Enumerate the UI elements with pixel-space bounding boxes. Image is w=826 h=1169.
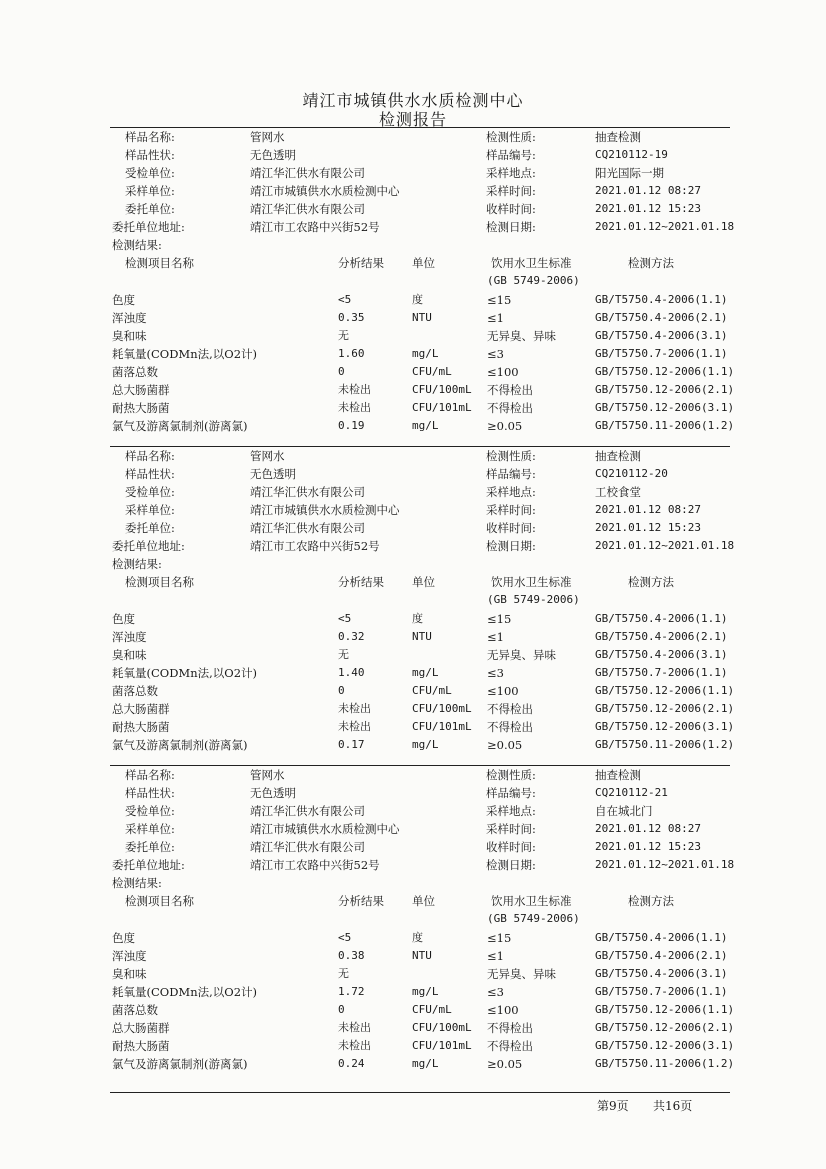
value-sample-state: 无色透明	[250, 148, 296, 162]
label-inspected-unit: 受检单位:	[125, 485, 175, 499]
col-standard-ref: (GB 5749-2006)	[487, 912, 580, 925]
item-standard: ≤3	[487, 985, 504, 999]
item-unit: mg/L	[412, 985, 439, 998]
item-result: 0	[338, 684, 345, 697]
label-sampling-time: 采样时间:	[486, 822, 536, 836]
col-item-header: 检测项目名称	[125, 575, 194, 589]
value-inspected-unit: 靖江华汇供水有限公司	[250, 485, 365, 499]
item-result: <5	[338, 931, 352, 944]
item-standard: 不得检出	[487, 383, 533, 397]
item-standard: ≥0.05	[487, 419, 523, 433]
item-standard: 无异臭、异味	[487, 967, 556, 981]
col-standard-header: 饮用水卫生标准	[491, 575, 572, 589]
item-name: 耐热大肠菌	[112, 720, 170, 734]
item-unit: CFU/101mL	[412, 401, 472, 414]
item-method: GB/T5750.7-2006(1.1)	[595, 985, 728, 998]
value-sample-name: 管网水	[250, 768, 285, 782]
item-method: GB/T5750.4-2006(3.1)	[595, 329, 728, 342]
item-unit: CFU/100mL	[412, 702, 472, 715]
section-rule	[110, 127, 730, 128]
item-result: 未检出	[338, 702, 371, 715]
item-method: GB/T5750.12-2006(3.1)	[595, 401, 735, 414]
item-result: 0.19	[338, 419, 365, 432]
label-sample-no: 样品编号:	[486, 467, 536, 481]
value-sampling-unit: 靖江市城镇供水水质检测中心	[250, 184, 400, 198]
col-unit-header: 单位	[412, 894, 435, 908]
col-result-header: 分析结果	[338, 256, 384, 270]
col-method-header: 检测方法	[628, 575, 674, 589]
item-method: GB/T5750.12-2006(1.1)	[595, 1003, 735, 1016]
footer-rule	[110, 1092, 730, 1093]
page-total: 共16页	[653, 1099, 693, 1113]
item-result: 未检出	[338, 401, 371, 414]
label-sampling-time: 采样时间:	[486, 503, 536, 517]
item-name: 总大肠菌群	[112, 702, 170, 716]
col-standard-ref: (GB 5749-2006)	[487, 274, 580, 287]
label-test-date: 检测日期:	[486, 220, 536, 234]
item-name: 色度	[112, 612, 135, 626]
label-sample-no: 样品编号:	[486, 786, 536, 800]
col-standard-header: 饮用水卫生标准	[491, 256, 572, 270]
item-name: 臭和味	[112, 967, 147, 981]
label-entrusting-address: 委托单位地址:	[112, 220, 185, 234]
label-sampling-unit: 采样单位:	[125, 503, 175, 517]
col-item-header: 检测项目名称	[125, 894, 194, 908]
label-receipt-time: 收样时间:	[486, 521, 536, 535]
item-method: GB/T5750.11-2006(1.2)	[595, 419, 735, 432]
value-entrusting-address: 靖江市工农路中兴街52号	[250, 220, 380, 234]
label-sampling-unit: 采样单位:	[125, 822, 175, 836]
item-result: 无	[338, 648, 349, 661]
label-test-date: 检测日期:	[486, 539, 536, 553]
item-name: 浑浊度	[112, 630, 147, 644]
label-entrusting-address: 委托单位地址:	[112, 858, 185, 872]
value-entrusting-unit: 靖江华汇供水有限公司	[250, 840, 365, 854]
item-standard: 不得检出	[487, 1021, 533, 1035]
item-result: 1.40	[338, 666, 365, 679]
item-method: GB/T5750.12-2006(2.1)	[595, 702, 735, 715]
value-test-nature: 抽查检测	[595, 768, 641, 782]
item-name: 臭和味	[112, 648, 147, 662]
item-standard: ≤100	[487, 365, 519, 379]
col-method-header: 检测方法	[628, 256, 674, 270]
label-receipt-time: 收样时间:	[486, 202, 536, 216]
item-name: 浑浊度	[112, 949, 147, 963]
value-sample-no: CQ210112-19	[595, 148, 668, 161]
value-test-nature: 抽查检测	[595, 130, 641, 144]
item-standard: 不得检出	[487, 401, 533, 415]
report-title: 检测报告	[378, 110, 447, 129]
value-sample-no: CQ210112-20	[595, 467, 668, 480]
value-sampling-site: 自在城北门	[595, 804, 653, 818]
label-sample-state: 样品性状:	[125, 786, 175, 800]
item-method: GB/T5750.4-2006(2.1)	[595, 311, 728, 324]
item-result: 0	[338, 365, 345, 378]
item-unit: CFU/101mL	[412, 1039, 472, 1052]
item-unit: NTU	[412, 630, 432, 643]
item-name: 耗氧量(CODMn法,以O2计)	[112, 666, 258, 680]
value-sampling-unit: 靖江市城镇供水水质检测中心	[250, 503, 400, 517]
value-test-date: 2021.01.12~2021.01.18	[595, 220, 735, 233]
value-sample-state: 无色透明	[250, 786, 296, 800]
label-sampling-unit: 采样单位:	[125, 184, 175, 198]
item-unit: CFU/100mL	[412, 383, 472, 396]
value-test-date: 2021.01.12~2021.01.18	[595, 539, 735, 552]
item-standard: 不得检出	[487, 1039, 533, 1053]
results-heading: 检测结果:	[112, 876, 162, 890]
col-unit-header: 单位	[412, 256, 435, 270]
value-inspected-unit: 靖江华汇供水有限公司	[250, 804, 365, 818]
item-result: 0	[338, 1003, 345, 1016]
label-sample-state: 样品性状:	[125, 148, 175, 162]
results-heading: 检测结果:	[112, 557, 162, 571]
item-method: GB/T5750.12-2006(2.1)	[595, 1021, 735, 1034]
item-method: GB/T5750.12-2006(2.1)	[595, 383, 735, 396]
value-sampling-site: 工校食堂	[595, 485, 641, 499]
item-result: 0.17	[338, 738, 365, 751]
item-method: GB/T5750.11-2006(1.2)	[595, 738, 735, 751]
item-name: 色度	[112, 293, 135, 307]
item-result: 未检出	[338, 1039, 371, 1052]
section-rule	[110, 765, 730, 766]
label-entrusting-unit: 委托单位:	[125, 840, 175, 854]
item-name: 臭和味	[112, 329, 147, 343]
label-test-nature: 检测性质:	[486, 130, 536, 144]
item-name: 总大肠菌群	[112, 383, 170, 397]
item-standard: ≤3	[487, 347, 504, 361]
item-result: <5	[338, 612, 352, 625]
item-result: 1.72	[338, 985, 365, 998]
col-standard-ref: (GB 5749-2006)	[487, 593, 580, 606]
item-unit: mg/L	[412, 1057, 439, 1070]
label-sample-no: 样品编号:	[486, 148, 536, 162]
value-receipt-time: 2021.01.12 15:23	[595, 521, 701, 534]
item-method: GB/T5750.11-2006(1.2)	[595, 1057, 735, 1070]
item-standard: 无异臭、异味	[487, 648, 556, 662]
item-method: GB/T5750.7-2006(1.1)	[595, 666, 728, 679]
value-receipt-time: 2021.01.12 15:23	[595, 202, 701, 215]
col-method-header: 检测方法	[628, 894, 674, 908]
item-method: GB/T5750.4-2006(3.1)	[595, 648, 728, 661]
item-unit: CFU/101mL	[412, 720, 472, 733]
label-sample-name: 样品名称:	[125, 768, 175, 782]
col-result-header: 分析结果	[338, 575, 384, 589]
item-result: <5	[338, 293, 352, 306]
item-unit: mg/L	[412, 738, 439, 751]
item-unit: CFU/mL	[412, 365, 452, 378]
item-result: 0.24	[338, 1057, 365, 1070]
label-sample-name: 样品名称:	[125, 130, 175, 144]
value-sampling-site: 阳光国际一期	[595, 166, 664, 180]
item-standard: ≥0.05	[487, 1057, 523, 1071]
item-name: 总大肠菌群	[112, 1021, 170, 1035]
item-standard: ≤1	[487, 949, 504, 963]
item-result: 1.60	[338, 347, 365, 360]
item-name: 耐热大肠菌	[112, 401, 170, 415]
item-unit: CFU/mL	[412, 1003, 452, 1016]
item-method: GB/T5750.4-2006(2.1)	[595, 630, 728, 643]
item-result: 未检出	[338, 1021, 371, 1034]
label-entrusting-unit: 委托单位:	[125, 202, 175, 216]
label-sampling-time: 采样时间:	[486, 184, 536, 198]
item-name: 氯气及游离氯制剂(游离氯)	[112, 1057, 248, 1071]
item-result: 未检出	[338, 720, 371, 733]
label-inspected-unit: 受检单位:	[125, 166, 175, 180]
org-title: 靖江市城镇供水水质检测中心	[302, 91, 524, 110]
item-standard: ≤1	[487, 311, 504, 325]
item-name: 耗氧量(CODMn法,以O2计)	[112, 347, 258, 361]
value-entrusting-address: 靖江市工农路中兴街52号	[250, 539, 380, 553]
item-unit: 度	[412, 293, 423, 306]
label-entrusting-unit: 委托单位:	[125, 521, 175, 535]
col-unit-header: 单位	[412, 575, 435, 589]
item-result: 无	[338, 967, 349, 980]
item-name: 色度	[112, 931, 135, 945]
item-result: 未检出	[338, 383, 371, 396]
value-sample-name: 管网水	[250, 449, 285, 463]
item-standard: ≤100	[487, 684, 519, 698]
item-method: GB/T5750.7-2006(1.1)	[595, 347, 728, 360]
item-standard: ≤15	[487, 612, 512, 626]
item-method: GB/T5750.4-2006(1.1)	[595, 293, 728, 306]
item-method: GB/T5750.4-2006(1.1)	[595, 612, 728, 625]
value-sampling-time: 2021.01.12 08:27	[595, 184, 701, 197]
value-sample-state: 无色透明	[250, 467, 296, 481]
label-sampling-site: 采样地点:	[486, 804, 536, 818]
col-standard-header: 饮用水卫生标准	[491, 894, 572, 908]
item-unit: NTU	[412, 311, 432, 324]
value-test-nature: 抽查检测	[595, 449, 641, 463]
item-name: 耗氧量(CODMn法,以O2计)	[112, 985, 258, 999]
results-heading: 检测结果:	[112, 238, 162, 252]
item-standard: ≤3	[487, 666, 504, 680]
value-inspected-unit: 靖江华汇供水有限公司	[250, 166, 365, 180]
item-method: GB/T5750.12-2006(3.1)	[595, 1039, 735, 1052]
value-entrusting-address: 靖江市工农路中兴街52号	[250, 858, 380, 872]
value-sampling-time: 2021.01.12 08:27	[595, 503, 701, 516]
label-test-date: 检测日期:	[486, 858, 536, 872]
value-entrusting-unit: 靖江华汇供水有限公司	[250, 202, 365, 216]
item-unit: NTU	[412, 949, 432, 962]
item-result: 无	[338, 329, 349, 342]
value-test-date: 2021.01.12~2021.01.18	[595, 858, 735, 871]
item-standard: 不得检出	[487, 720, 533, 734]
item-unit: 度	[412, 612, 423, 625]
label-sample-state: 样品性状:	[125, 467, 175, 481]
item-standard: ≥0.05	[487, 738, 523, 752]
item-result: 0.35	[338, 311, 365, 324]
item-method: GB/T5750.4-2006(1.1)	[595, 931, 728, 944]
label-test-nature: 检测性质:	[486, 449, 536, 463]
value-entrusting-unit: 靖江华汇供水有限公司	[250, 521, 365, 535]
item-unit: CFU/mL	[412, 684, 452, 697]
item-method: GB/T5750.4-2006(3.1)	[595, 967, 728, 980]
value-sampling-time: 2021.01.12 08:27	[595, 822, 701, 835]
value-sampling-unit: 靖江市城镇供水水质检测中心	[250, 822, 400, 836]
item-result: 0.32	[338, 630, 365, 643]
label-entrusting-address: 委托单位地址:	[112, 539, 185, 553]
item-standard: 不得检出	[487, 702, 533, 716]
item-standard: ≤15	[487, 931, 512, 945]
item-method: GB/T5750.4-2006(2.1)	[595, 949, 728, 962]
item-name: 菌落总数	[112, 1003, 158, 1017]
label-sample-name: 样品名称:	[125, 449, 175, 463]
section-rule	[110, 446, 730, 447]
item-method: GB/T5750.12-2006(1.1)	[595, 684, 735, 697]
item-name: 菌落总数	[112, 684, 158, 698]
item-standard: ≤1	[487, 630, 504, 644]
item-unit: mg/L	[412, 419, 439, 432]
col-item-header: 检测项目名称	[125, 256, 194, 270]
label-sampling-site: 采样地点:	[486, 166, 536, 180]
item-name: 菌落总数	[112, 365, 158, 379]
page-number: 第9页	[597, 1099, 629, 1113]
item-method: GB/T5750.12-2006(3.1)	[595, 720, 735, 733]
item-standard: 无异臭、异味	[487, 329, 556, 343]
item-unit: CFU/100mL	[412, 1021, 472, 1034]
item-standard: ≤100	[487, 1003, 519, 1017]
item-unit: mg/L	[412, 347, 439, 360]
label-receipt-time: 收样时间:	[486, 840, 536, 854]
item-name: 氯气及游离氯制剂(游离氯)	[112, 738, 248, 752]
value-receipt-time: 2021.01.12 15:23	[595, 840, 701, 853]
item-name: 氯气及游离氯制剂(游离氯)	[112, 419, 248, 433]
item-unit: 度	[412, 931, 423, 944]
label-test-nature: 检测性质:	[486, 768, 536, 782]
item-result: 0.38	[338, 949, 365, 962]
value-sample-no: CQ210112-21	[595, 786, 668, 799]
item-name: 浑浊度	[112, 311, 147, 325]
col-result-header: 分析结果	[338, 894, 384, 908]
label-sampling-site: 采样地点:	[486, 485, 536, 499]
value-sample-name: 管网水	[250, 130, 285, 144]
item-method: GB/T5750.12-2006(1.1)	[595, 365, 735, 378]
item-standard: ≤15	[487, 293, 512, 307]
label-inspected-unit: 受检单位:	[125, 804, 175, 818]
item-name: 耐热大肠菌	[112, 1039, 170, 1053]
item-unit: mg/L	[412, 666, 439, 679]
